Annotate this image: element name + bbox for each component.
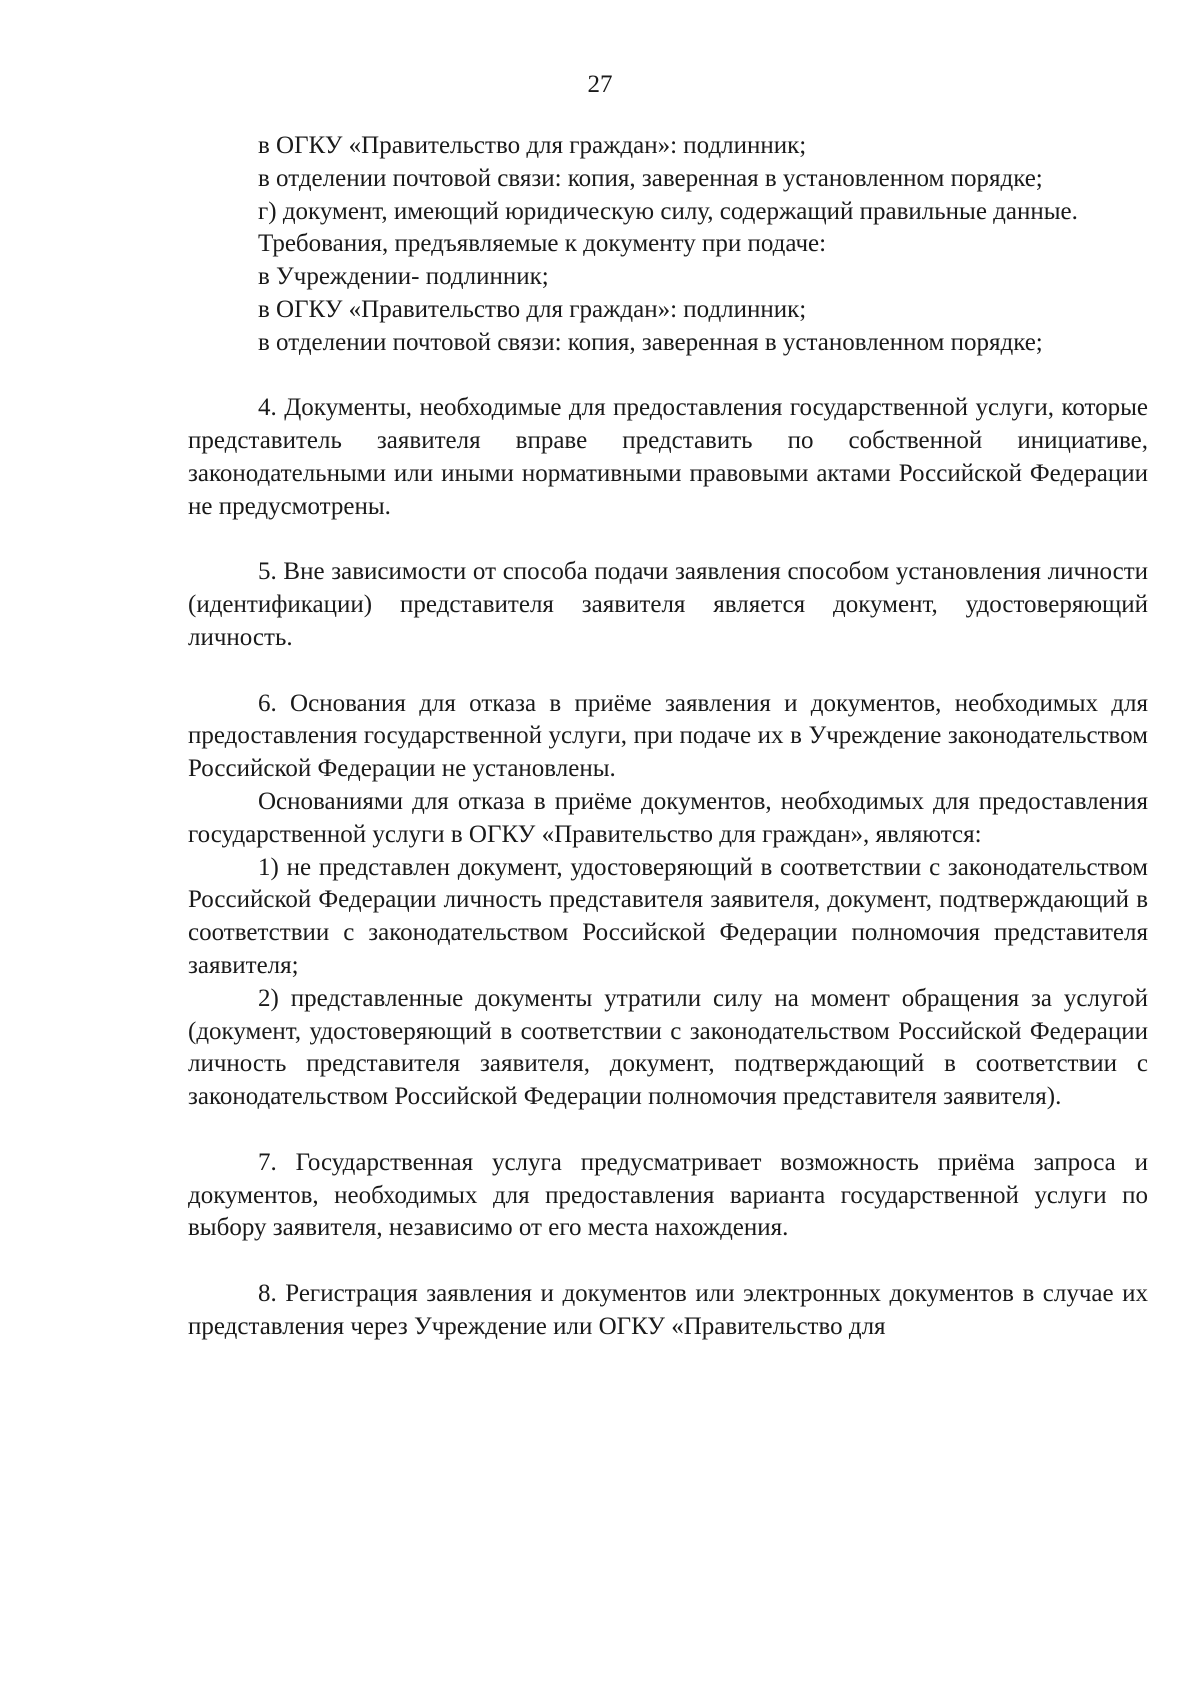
paragraph-section-5: 5. Вне зависимости от способа подачи заявления способом установления личности (идентификации) представителя заявителя является документ, удостоверяющий личность. (188, 558, 1148, 651)
paragraph-institution-original: в Учреждении- подлинник; (258, 263, 549, 291)
paragraph-section-7: 7. Государственная услуга предусматривает возможность приёма запроса и документов, необходимых для предоставления варианта государственной услуги по выбору заявителя, независимо от его места нахождения. (188, 1148, 1148, 1242)
page-number: 27 (587, 71, 613, 98)
paragraph-section-6: 6. Основания для отказа в приёме заявления и документов, необходимых для предоставления государственной услуги, при подаче их в Учреждение законодательством Российской Федерации не установлены. (188, 689, 1148, 783)
paragraph-ogku-original-2: в ОГКУ «Правительство для граждан»: подлинник; (258, 295, 807, 323)
paragraph-item-g: г) документ, имеющий юридическую силу, содержащий правильные данные. (258, 197, 1078, 225)
paragraph-post-office-copy-2: в отделении почтовой связи: копия, заверенная в установленном порядке; (258, 328, 1043, 356)
paragraph-section-8: 8. Регистрация заявления и документов или электронных документов в случае их представления через Учреждение или ОГКУ «Правительство для (188, 1279, 1148, 1340)
paragraph-refusal-grounds: Основаниями для отказа в приёме документов, необходимых для предоставления государственной услуги в ОГКУ «Правительство для граждан», являются: (188, 787, 1148, 848)
document-body (188, 130, 1148, 1343)
paragraph-requirements: Требования, предъявляемые к документу при подаче: (258, 230, 827, 258)
paragraph-post-office-copy: в отделении почтовой связи: копия, заверенная в установленном порядке; (258, 164, 1043, 192)
paragraph-ogku-original: в ОГКУ «Правительство для граждан»: подлинник; (258, 132, 807, 159)
paragraph-ground-2: 2) представленные документы утратили силу на момент обращения за услугой (документ, удостоверяющий в соответствии с законодательством Российской Федерации личность представителя заявителя, документ, подтверждающий в соответствии с законодательством Российской Федерации полномочия представителя заявителя). (188, 984, 1148, 1111)
paragraph-ground-1: 1) не представлен документ, удостоверяющий в соответствии с законодательством Российской Федерации личность представителя заявителя, документ, подтверждающий в соответствии с законодательством Российской Федерации полномочия представителя заявителя; (188, 853, 1148, 979)
paragraph-section-4: 4. Документы, необходимые для предоставления государственной услуги, которые представитель заявителя вправе представить по собственной инициативе, законодательными или иными нормативными правовыми актами Российской Федерации не предусмотрены. (188, 394, 1148, 520)
